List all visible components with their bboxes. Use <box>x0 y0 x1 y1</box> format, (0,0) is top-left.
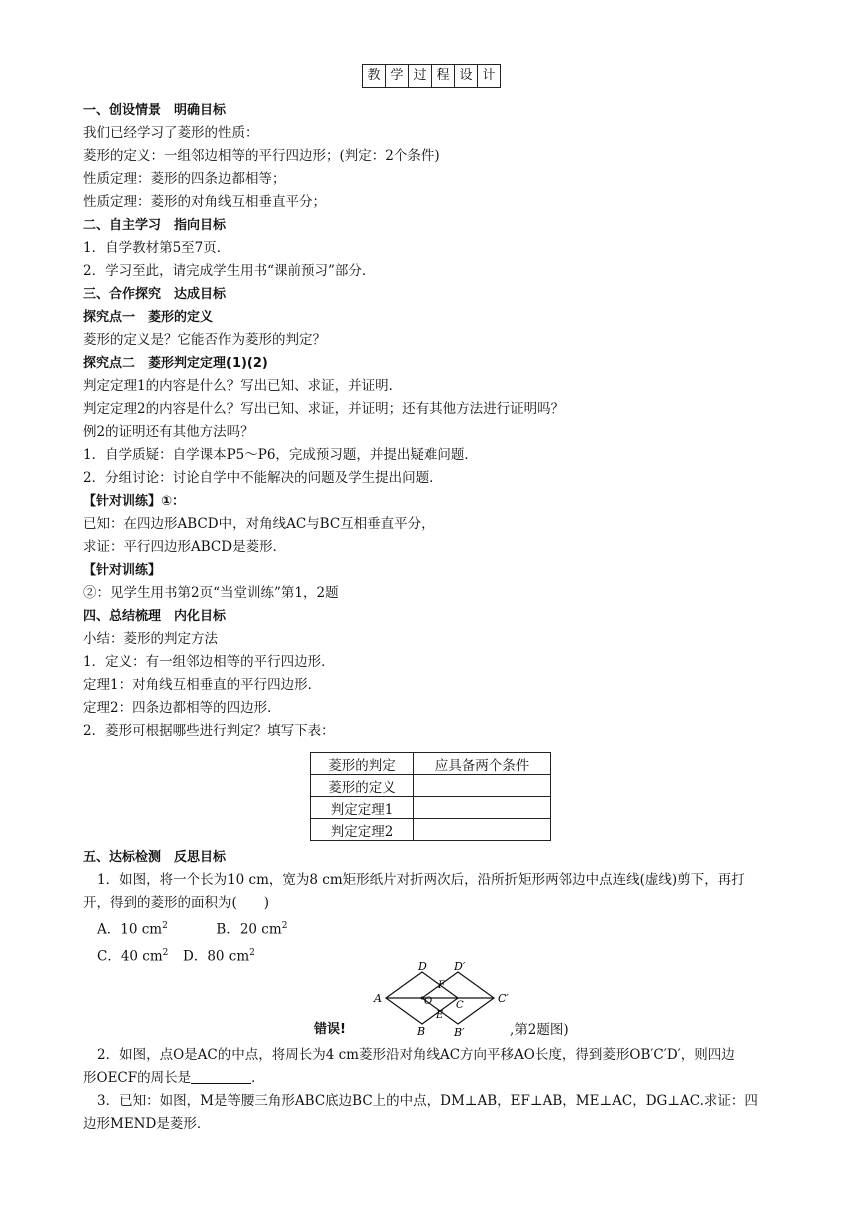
table-row <box>311 819 551 841</box>
label-b-prime: B′ <box>454 1026 465 1039</box>
section-heading: 【针对训练】 <box>83 563 162 578</box>
table-row <box>311 775 551 797</box>
section-heading: 探究点二 菱形判定定理(1)(2) <box>83 356 268 371</box>
option-d: D．80 cm <box>183 948 250 964</box>
text-line: 小结：菱形的判定方法 <box>83 631 218 647</box>
text-line: 求证：平行四边形ABCD是菱形． <box>83 539 287 555</box>
text-line: 1．自学教材第5至7页． <box>83 240 231 256</box>
table-cell: 判定定理1 <box>311 797 414 819</box>
judgement-table <box>310 752 551 841</box>
section-heading: 探究点一 菱形的定义 <box>83 310 214 325</box>
title-char: 过 <box>408 64 432 88</box>
question-3-line: 3．已知：如图，M是等腰三角形ABC底边BC上的中点，DM⊥AB，EF⊥AB，ME⊥AC，DG⊥AC.求证：四 <box>97 1093 758 1109</box>
table-header-cell: 菱形的判定 <box>311 753 414 775</box>
text-line: 已知：在四边形ABCD中，对角线AC与BC互相垂直平分， <box>83 516 435 532</box>
option-b: B．20 cm <box>216 921 282 938</box>
table-row <box>311 797 551 819</box>
superscript: 2 <box>162 921 168 931</box>
section-5-questions <box>83 1044 803 1136</box>
superscript: 2 <box>162 947 169 958</box>
label-d: D <box>418 960 427 973</box>
text-line: 判定定理2的内容是什么？写出已知、求证，并证明；还有其他方法进行证明吗？ <box>83 401 565 417</box>
text-line: 菱形的定义：一组邻边相等的平行四边形；(判定：2个条件) <box>83 148 440 164</box>
rhombus-figure <box>370 960 520 1040</box>
text-line: 1．自学质疑：自学课本P5～P6，完成预习题，并提出疑难问题． <box>83 447 478 463</box>
question-2-text-end: ． <box>251 1070 265 1086</box>
text-line: 判定定理1的内容是什么？写出已知、求证，并证明． <box>83 378 403 394</box>
text-line: ②：见学生用书第2页“当堂训练”第1，2题 <box>83 585 339 601</box>
text-line: 性质定理：菱形的对角线互相垂直平分； <box>83 194 326 210</box>
section-heading: 三、合作探究 达成目标 <box>83 287 227 302</box>
question-1-line: 1．如图，将一个长为10 cm，宽为8 cm矩形纸片对折两次后，沿所折矩形两邻边中点连线(虚线)剪下，再打 <box>97 872 745 888</box>
label-d-prime: D′ <box>454 960 466 973</box>
table-cell: 判定定理2 <box>311 819 414 841</box>
section-heading: 五、达标检测 反思目标 <box>83 850 227 865</box>
table-cell <box>414 775 551 797</box>
section-heading: 【针对训练】①： <box>83 494 186 509</box>
text-line: 性质定理：菱形的四条边都相等； <box>83 171 286 187</box>
text-line: 菱形的定义是？它能否作为菱形的判定？ <box>83 332 326 348</box>
table-cell <box>414 797 551 819</box>
table-cell: 菱形的定义 <box>311 775 414 797</box>
label-f: F <box>438 980 445 991</box>
table-header-cell: 应具备两个条件 <box>414 753 551 775</box>
title-char: 教 <box>362 64 386 88</box>
question-1-options-row <box>83 915 803 942</box>
label-c: C <box>456 1000 464 1011</box>
lesson-content <box>83 99 783 743</box>
title-char: 程 <box>431 64 455 88</box>
superscript: 2 <box>249 947 255 958</box>
question-2-text: 形OECF的周长是 <box>83 1070 192 1086</box>
title-char: 设 <box>454 64 478 88</box>
question-1-line: 开，得到的菱形的面积为( ) <box>83 895 270 911</box>
page-title <box>362 64 500 88</box>
option-a: A．10 cm <box>97 921 163 938</box>
title-char: 计 <box>477 64 501 88</box>
text-line: 定理1：对角线互相垂直的平行四边形． <box>83 677 322 693</box>
label-c-prime: C′ <box>498 992 509 1005</box>
title-char: 学 <box>385 64 409 88</box>
text-line: 例2的证明还有其他方法吗？ <box>83 424 254 440</box>
label-a: A <box>374 992 382 1005</box>
table-header-row <box>311 753 551 775</box>
question-2-line: 2．如图，点O是AC的中点，将周长为4 cm菱形沿对角线AC方向平移AO长度，得到菱形OB′C′D′，则四边 <box>97 1047 735 1063</box>
table-cell <box>414 819 551 841</box>
text-line: 定理2：四条边都相等的四边形． <box>83 700 281 716</box>
text-line: 1．定义：有一组邻边相等的平行四边形． <box>83 654 335 670</box>
section-heading: 四、总结梳理 内化目标 <box>83 609 227 624</box>
label-o: O <box>424 996 433 1007</box>
error-label: 错误! <box>314 1022 346 1037</box>
section-heading: 一、创设情景 明确目标 <box>83 103 227 118</box>
section-5 <box>83 846 803 968</box>
label-e: E <box>436 1010 444 1021</box>
text-line: 2．学习至此，请完成学生用书“课前预习”部分． <box>83 263 376 279</box>
text-line: 2．菱形可根据哪些进行判定？填写下表： <box>83 723 335 739</box>
option-c: C．40 cm <box>97 948 163 964</box>
question-3-line: 边形MEND是菱形． <box>83 1116 211 1132</box>
question-2-line <box>83 1067 803 1090</box>
answer-blank[interactable] <box>191 1069 251 1084</box>
text-line: 2．分组讨论：讨论自学中不能解决的问题及学生提出问题． <box>83 470 443 486</box>
section-heading: 二、自主学习 指向目标 <box>83 218 227 233</box>
figure-caption: ,第2题图) <box>510 1022 569 1038</box>
text-line: 我们已经学习了菱形的性质： <box>83 125 259 141</box>
superscript: 2 <box>281 921 288 931</box>
label-b: B <box>417 1025 426 1038</box>
